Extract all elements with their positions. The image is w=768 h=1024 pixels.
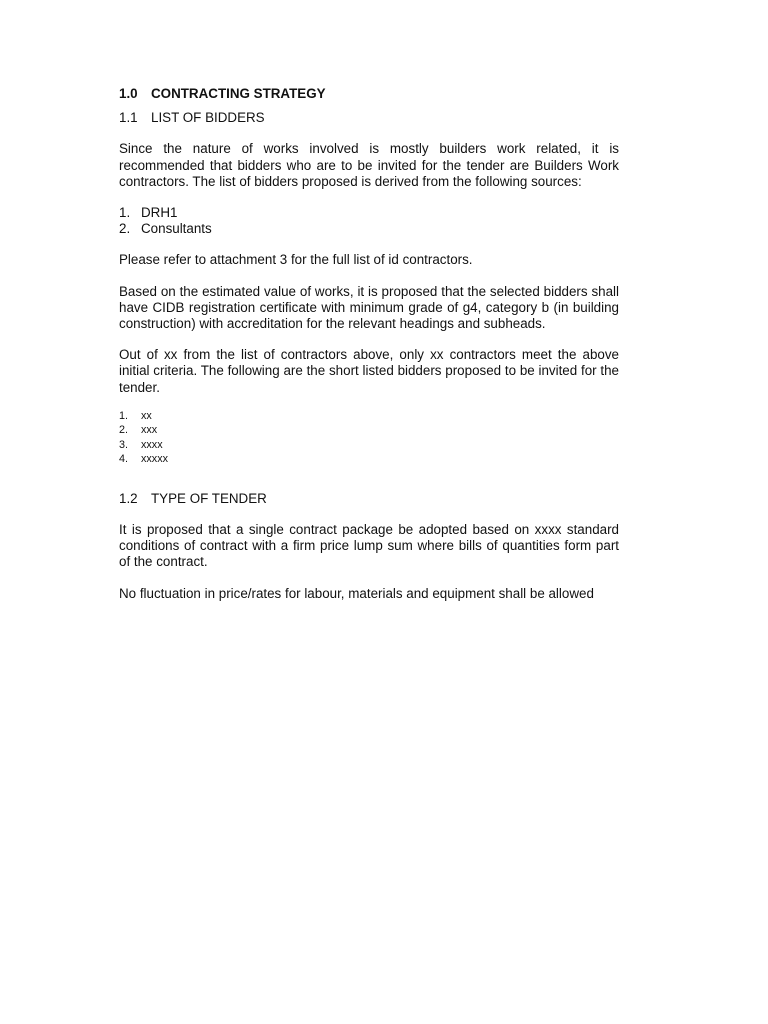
section-heading — [119, 86, 619, 102]
subsection-title: TYPE OF TENDER — [151, 490, 267, 506]
subsection-number: 1.1 — [119, 110, 138, 126]
list-item-number: 2. — [119, 424, 129, 437]
list-item-number: 1. — [119, 205, 131, 221]
list-item-number: 1. — [119, 409, 129, 422]
list-item-label: xxxx — [141, 438, 163, 451]
paragraph-contract-package: It is proposed that a single contract package be adopted based on xxxx standard conditions of contract with a firm price lump sum where bills of quantities form part of the contract. — [119, 522, 619, 570]
subsection-heading-list-of-bidders — [119, 110, 619, 126]
paragraph-no-fluctuation: No fluctuation in price/rates for labour, materials and equipment shall be allowed — [119, 585, 594, 601]
list-item-label: Consultants — [141, 221, 212, 237]
subsection-heading-type-of-tender — [119, 491, 619, 507]
paragraph-nature-of-works: Since the nature of works involved is mostly builders work related, it is recommended that bidders who are to be invited for the tender are Builders Work contractors. The list of bidders proposed is derived from the following sources: — [119, 141, 619, 189]
section-number: 1.0 — [119, 86, 138, 101]
list-item — [119, 423, 619, 438]
list-item — [119, 205, 619, 221]
list-item-label: xxx — [141, 424, 158, 437]
list-item — [119, 409, 619, 424]
list-item — [119, 452, 619, 467]
subsection-number: 1.2 — [119, 490, 138, 506]
subsection-title: LIST OF BIDDERS — [151, 110, 265, 126]
document-content — [119, 86, 619, 617]
sources-list — [119, 205, 619, 237]
paragraph-attachment-reference: Please refer to attachment 3 for the full list of id contractors. — [119, 252, 473, 268]
list-item-label: xxxxx — [141, 453, 168, 466]
list-item — [119, 438, 619, 453]
list-item — [119, 221, 619, 237]
list-item-label: xx — [141, 409, 152, 422]
shortlisted-bidders-list — [119, 409, 619, 467]
paragraph-cidb-requirement: Based on the estimated value of works, it is proposed that the selected bidders shall have CIDB registration certificate with minimum grade of g4, category b (in building construction) with accreditation for the relevant headings and subheads. — [119, 283, 619, 332]
list-item-number: 3. — [119, 438, 129, 451]
list-item-number: 2. — [119, 221, 131, 237]
list-item-number: 4. — [119, 453, 129, 466]
list-item-label: DRH1 — [141, 205, 178, 221]
section-title: CONTRACTING STRATEGY — [151, 86, 326, 101]
paragraph-shortlist-intro: Out of xx from the list of contractors above, only xx contractors meet the above initial criteria. The following are the short listed bidders proposed to be invited for the tender. — [119, 347, 619, 395]
